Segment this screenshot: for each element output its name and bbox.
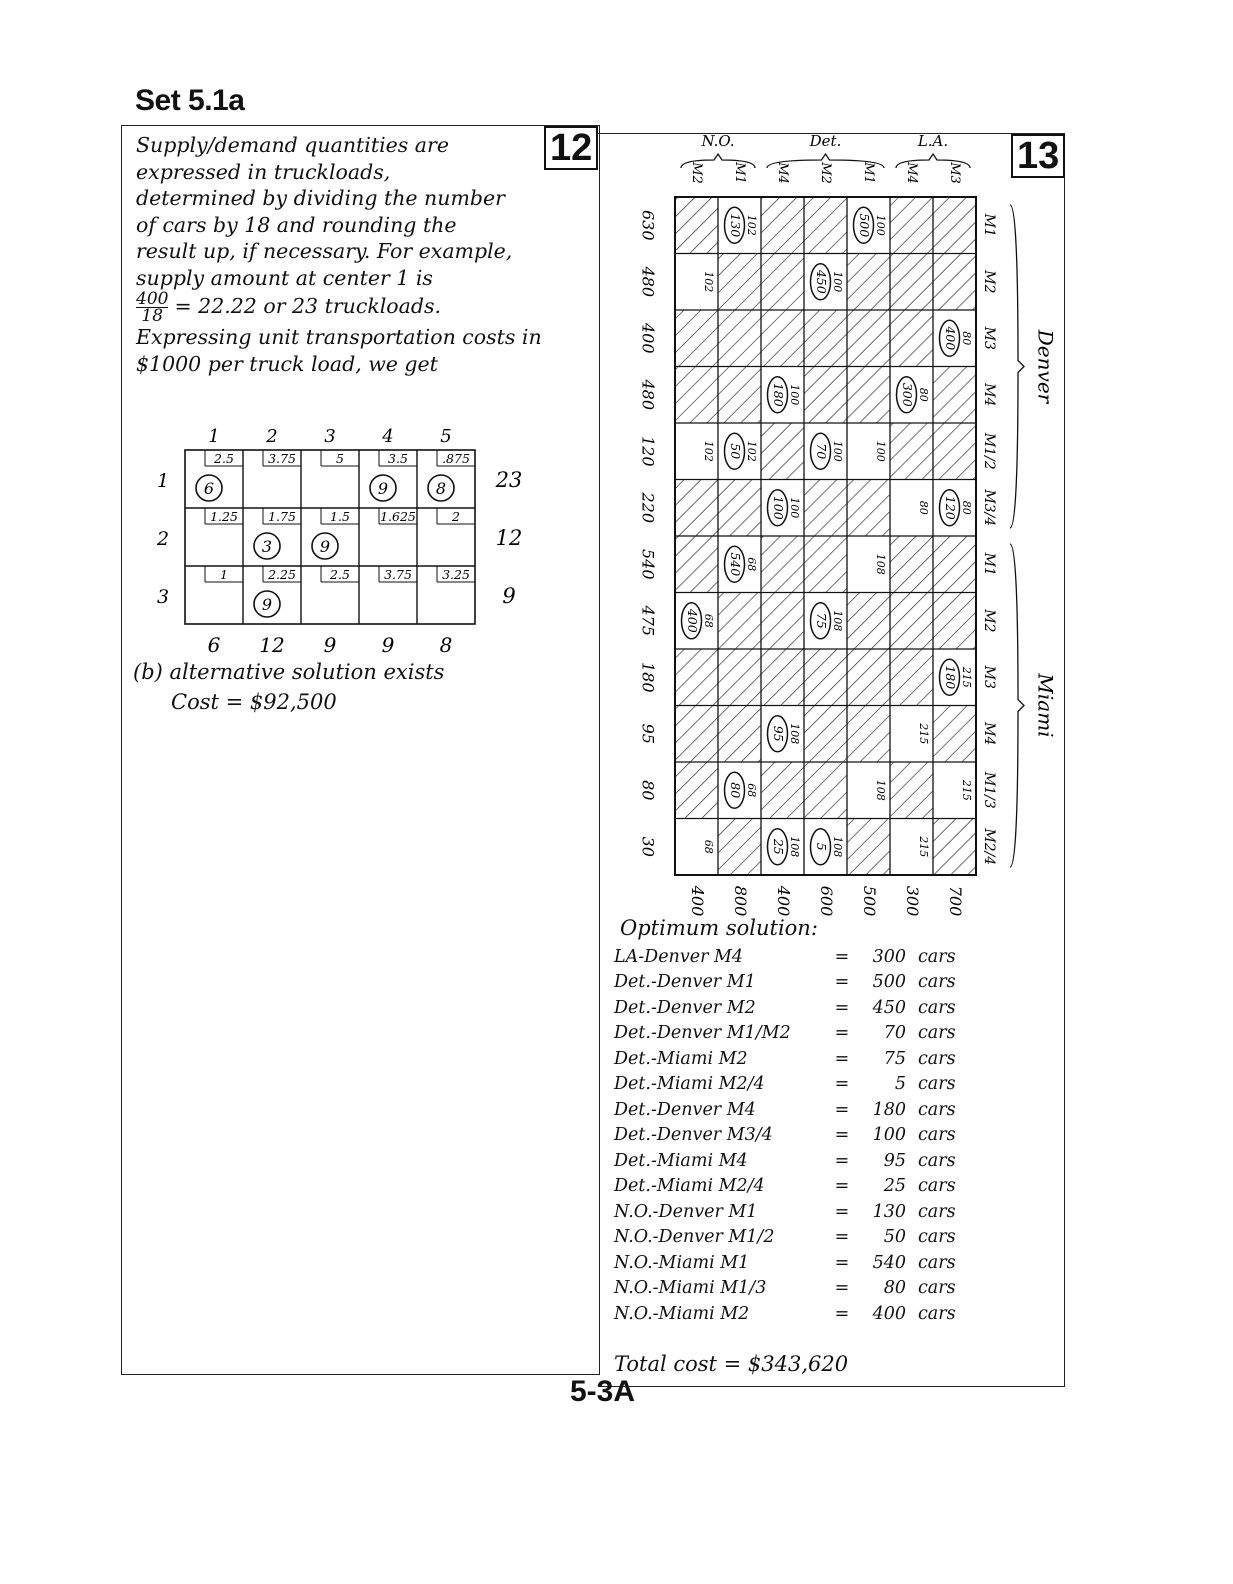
demand-value: 180 <box>638 661 658 693</box>
hatched-cell <box>847 254 890 311</box>
source-label: M3 <box>947 162 962 184</box>
route-unit: cars <box>918 1227 956 1248</box>
intro-line: determined by dividing the number <box>136 186 505 210</box>
route-quantity: 180 <box>872 1099 906 1120</box>
unit-cost: 80 <box>960 500 973 515</box>
unit-cost: 102 <box>745 214 758 236</box>
hatched-cell <box>718 310 761 367</box>
hatched-cell <box>718 706 761 763</box>
supply-value: 400 <box>774 885 793 917</box>
hatched-cell <box>718 254 761 311</box>
supply-value: 23 <box>495 468 523 492</box>
route-unit: cars <box>918 1278 956 1299</box>
route-unit: cars <box>918 1252 956 1273</box>
source-label: M4 <box>775 162 790 184</box>
hatched-cell <box>804 762 847 819</box>
page-code: 5-3A <box>570 1375 636 1408</box>
source-group-label: L.A. <box>917 132 949 150</box>
source-label: M2 <box>818 162 833 184</box>
demand-value: 30 <box>638 836 658 857</box>
unit-cost: 3.75 <box>268 451 296 466</box>
route-row <box>614 1148 1054 1174</box>
hatched-cell <box>847 480 890 537</box>
allocation-value: 70 <box>814 443 829 460</box>
group-brace <box>1010 205 1024 528</box>
route-row <box>614 970 1054 996</box>
route-unit: cars <box>918 1176 956 1197</box>
hatched-cell <box>890 593 933 650</box>
hatched-cell <box>718 649 761 706</box>
intro-line: $1000 per truck load, we get <box>136 351 438 376</box>
hatched-cell <box>933 367 976 424</box>
route-name: Det.-Denver M2 <box>614 997 756 1018</box>
hatched-cell <box>890 649 933 706</box>
unit-cost: 5 <box>336 451 344 466</box>
hatched-cell <box>718 819 761 876</box>
hatched-cell <box>933 254 976 311</box>
hatched-cell <box>675 649 718 706</box>
route-quantity: 300 <box>872 946 906 967</box>
supply-value: 700 <box>946 885 965 917</box>
route-quantity: 400 <box>872 1303 906 1324</box>
intro-line: of cars by 18 and rounding the <box>136 212 457 237</box>
hatched-cell <box>761 423 804 480</box>
equals-sign: = <box>834 972 850 993</box>
fraction-denominator: 18 <box>141 306 164 326</box>
unit-cost: 108 <box>874 553 887 575</box>
route-quantity: 80 <box>883 1278 906 1299</box>
unit-cost: 108 <box>874 779 887 801</box>
hatched-cell <box>761 593 804 650</box>
demand-value: 12 <box>259 633 285 655</box>
hatched-cell <box>847 367 890 424</box>
route-quantity: 50 <box>883 1227 906 1248</box>
unit-cost: 100 <box>831 440 844 462</box>
destination-label: M2 <box>981 270 997 294</box>
hatched-cell <box>761 649 804 706</box>
intro-line: result up, if necessary. For example, <box>136 239 513 263</box>
demand-value: 9 <box>323 633 337 655</box>
problem-number-13: 13 <box>1011 134 1065 178</box>
hatched-cell <box>847 593 890 650</box>
allocation-value: 100 <box>771 495 786 520</box>
supply-value: 500 <box>860 885 879 917</box>
destination-label: M2 <box>981 609 997 633</box>
equals-sign: = <box>834 1227 850 1248</box>
allocation-value: 3 <box>261 537 273 556</box>
unit-cost: 2.5 <box>330 567 350 582</box>
unit-cost: 108 <box>788 723 801 745</box>
route-quantity: 500 <box>872 972 906 993</box>
fraction-numerator: 400 <box>136 289 169 309</box>
hatched-cell <box>933 706 976 763</box>
hatched-cell <box>847 819 890 876</box>
source-label: M1 <box>732 162 747 184</box>
destination-label: M1/3 <box>981 771 997 809</box>
hatched-cell <box>933 536 976 593</box>
unit-cost: 1.625 <box>380 509 416 524</box>
destination-label: M1/2 <box>981 432 997 470</box>
alternative-solution-text: (b) alternative solution exists <box>133 660 445 684</box>
hatched-cell <box>890 762 933 819</box>
hatched-cell <box>761 310 804 367</box>
demand-value: 480 <box>638 379 658 411</box>
group-brace <box>1010 544 1024 867</box>
unit-cost: .875 <box>442 451 470 466</box>
unit-cost: 80 <box>960 331 973 346</box>
hatched-cell <box>718 367 761 424</box>
equals-sign: = <box>834 1099 850 1120</box>
allocation-value: 9 <box>319 537 331 556</box>
route-unit: cars <box>918 1303 956 1324</box>
route-unit: cars <box>918 972 956 993</box>
intro-line: Supply/demand quantities are <box>136 133 449 157</box>
unit-cost: 80 <box>917 500 930 515</box>
hatched-cell <box>718 480 761 537</box>
hatched-cell <box>890 254 933 311</box>
fraction <box>136 291 168 324</box>
allocation-value: 400 <box>685 608 700 633</box>
hatched-cell <box>761 254 804 311</box>
unit-cost: 102 <box>702 440 715 462</box>
demand-value: 120 <box>638 435 658 467</box>
hatched-cell <box>933 819 976 876</box>
demand-value: 80 <box>638 780 658 801</box>
hatched-cell <box>675 762 718 819</box>
route-name: N.O.-Miami M1/3 <box>614 1278 767 1299</box>
allocation-value: 540 <box>728 552 743 577</box>
destination-label: M3 <box>981 665 997 689</box>
equals-sign: = <box>834 1303 850 1324</box>
problem-number-12: 12 <box>544 126 598 170</box>
unit-cost: 80 <box>917 387 930 402</box>
optimum-solution-title: Optimum solution: <box>620 916 818 940</box>
unit-cost: 100 <box>788 497 801 519</box>
unit-cost: 108 <box>831 610 844 632</box>
route-name: N.O.-Denver M1 <box>614 1201 758 1222</box>
equals-sign: = <box>834 1252 850 1273</box>
unit-cost: 2.5 <box>214 451 234 466</box>
allocation-value: 120 <box>943 495 958 520</box>
route-row <box>614 1199 1054 1225</box>
hatched-cell <box>847 649 890 706</box>
equals-sign: = <box>834 1074 850 1095</box>
hatched-cell <box>804 649 847 706</box>
supply-value: 600 <box>817 885 836 917</box>
route-quantity: 100 <box>872 1125 906 1146</box>
allocation-value: 50 <box>728 443 743 460</box>
demand-value: 400 <box>638 322 658 354</box>
allocation-value: 400 <box>943 326 958 351</box>
equals-sign: = <box>834 1125 850 1146</box>
demand-value: 9 <box>381 633 395 655</box>
destination-group-label: Denver <box>1033 329 1058 404</box>
route-row <box>614 1301 1054 1327</box>
allocation-value: 300 <box>900 382 915 407</box>
hatched-cell <box>761 536 804 593</box>
unit-cost: 100 <box>874 214 887 236</box>
route-unit: cars <box>918 946 956 967</box>
source-group-label: Det. <box>809 132 842 150</box>
unit-cost: 1.75 <box>268 509 296 524</box>
unit-cost: 100 <box>788 384 801 406</box>
route-quantity: 540 <box>872 1252 906 1273</box>
column-label: 1 <box>208 426 220 447</box>
row-label: 3 <box>156 586 170 608</box>
unit-cost: 215 <box>917 723 930 745</box>
intro-text <box>136 132 591 377</box>
route-name: LA-Denver M4 <box>614 946 744 967</box>
route-row <box>614 995 1054 1021</box>
source-group-label: N.O. <box>701 132 735 150</box>
optimum-route-list <box>614 944 1054 1327</box>
demand-value: 540 <box>638 548 658 580</box>
hatched-cell <box>890 310 933 367</box>
unit-cost: 215 <box>917 836 930 858</box>
equals-sign: = <box>834 946 850 967</box>
source-label: M2 <box>689 162 704 184</box>
hatched-cell <box>675 536 718 593</box>
equals-sign: = <box>834 1278 850 1299</box>
unit-cost: 100 <box>831 271 844 293</box>
unit-cost: 3.25 <box>442 567 470 582</box>
source-label: M4 <box>904 162 919 184</box>
cost-value: Cost = $92,500 <box>171 690 337 714</box>
equals-sign: = <box>834 1023 850 1044</box>
total-cost: Total cost = $343,620 <box>614 1352 849 1376</box>
unit-cost: 102 <box>745 440 758 462</box>
allocation-value: 8 <box>435 479 447 498</box>
route-unit: cars <box>918 1048 956 1069</box>
row-label: 2 <box>156 528 170 550</box>
unit-cost: 68 <box>702 613 715 628</box>
allocation-value: 9 <box>261 595 273 614</box>
unit-cost: 3.75 <box>384 567 412 582</box>
column-label: 3 <box>324 426 336 447</box>
route-quantity: 5 <box>894 1074 906 1095</box>
allocation-value: 75 <box>814 612 829 629</box>
destination-label: M2/4 <box>981 828 997 866</box>
route-quantity: 95 <box>883 1150 906 1171</box>
allocation-value: 180 <box>771 382 786 407</box>
hatched-cell <box>847 310 890 367</box>
source-label: M1 <box>861 162 876 184</box>
unit-cost: 108 <box>831 836 844 858</box>
destination-label: M4 <box>981 722 997 746</box>
route-row <box>614 1225 1054 1251</box>
column-label: 5 <box>440 426 452 447</box>
intro-line: Expressing unit transportation costs in <box>136 325 542 349</box>
route-unit: cars <box>918 1201 956 1222</box>
allocation-value: 130 <box>728 213 743 238</box>
allocation-value: 6 <box>203 479 215 498</box>
rotated-transportation-grid <box>600 122 1060 922</box>
equals-sign: = <box>834 1048 850 1069</box>
equals-sign: = <box>834 997 850 1018</box>
column-label: 4 <box>382 426 394 447</box>
destination-label: M3 <box>981 326 997 350</box>
hatched-cell <box>761 197 804 254</box>
demand-value: 8 <box>439 633 453 655</box>
supply-value: 400 <box>688 885 707 917</box>
hatched-cell <box>675 310 718 367</box>
allocation-value: 9 <box>377 479 389 498</box>
route-unit: cars <box>918 997 956 1018</box>
page-title: Set 5.1a <box>135 84 245 117</box>
route-unit: cars <box>918 1074 956 1095</box>
alternative-solution-note <box>133 657 444 717</box>
allocation-value: 5 <box>814 842 829 851</box>
demand-value: 480 <box>638 266 658 298</box>
demand-value: 475 <box>638 605 658 637</box>
route-name: Det.-Denver M3/4 <box>614 1125 773 1146</box>
hatched-cell <box>933 423 976 480</box>
route-row <box>614 944 1054 970</box>
unit-cost: 108 <box>788 836 801 858</box>
unit-cost: 215 <box>960 666 973 688</box>
row-label: 1 <box>156 470 170 492</box>
unit-cost: 1.25 <box>210 509 238 524</box>
hatched-cell <box>761 762 804 819</box>
unit-cost: 1.5 <box>330 509 350 524</box>
hatched-cell <box>804 480 847 537</box>
column-label: 2 <box>266 426 278 447</box>
route-unit: cars <box>918 1023 956 1044</box>
allocation-value: 95 <box>771 725 786 742</box>
fraction-line <box>136 291 591 324</box>
route-name: Det.-Miami M2/4 <box>614 1176 765 1197</box>
destination-label: M3/4 <box>981 489 997 527</box>
hatched-cell <box>890 423 933 480</box>
route-row <box>614 1072 1054 1098</box>
intro-line: supply amount at center 1 is <box>136 265 433 290</box>
hatched-cell <box>718 593 761 650</box>
hatched-cell <box>804 367 847 424</box>
allocation-value: 180 <box>943 665 958 690</box>
route-row <box>614 1097 1054 1123</box>
route-row <box>614 1123 1054 1149</box>
hatched-cell <box>804 310 847 367</box>
hatched-cell <box>804 706 847 763</box>
hatched-cell <box>804 197 847 254</box>
supply-value: 9 <box>502 584 516 608</box>
route-name: Det.-Miami M2 <box>614 1048 748 1069</box>
unit-cost: 68 <box>745 783 758 798</box>
destination-label: M1 <box>981 213 997 237</box>
route-name: Det.-Denver M1/M2 <box>614 1023 791 1044</box>
demand-value: 95 <box>638 723 658 744</box>
supply-value: 300 <box>903 885 922 917</box>
route-name: N.O.-Miami M2 <box>614 1303 750 1324</box>
destination-label: M4 <box>981 383 997 407</box>
allocation-value: 25 <box>771 838 786 855</box>
allocation-value: 500 <box>857 213 872 238</box>
supply-value: 12 <box>495 526 523 550</box>
fraction-result: = 22.22 or 23 truckloads. <box>174 294 442 318</box>
unit-cost: 68 <box>702 839 715 854</box>
allocation-value: 450 <box>814 269 829 294</box>
route-quantity: 130 <box>872 1201 906 1222</box>
unit-cost: 1 <box>220 567 228 582</box>
hatched-cell <box>675 197 718 254</box>
route-row <box>614 1046 1054 1072</box>
route-quantity: 450 <box>872 997 906 1018</box>
destination-label: M1 <box>981 552 997 576</box>
hatched-cell <box>847 706 890 763</box>
route-row <box>614 1021 1054 1047</box>
equals-sign: = <box>834 1176 850 1197</box>
hatched-cell <box>804 536 847 593</box>
route-quantity: 70 <box>883 1023 906 1044</box>
equals-sign: = <box>834 1201 850 1222</box>
unit-cost: 102 <box>702 271 715 293</box>
hatched-cell <box>890 536 933 593</box>
route-unit: cars <box>918 1125 956 1146</box>
unit-cost: 68 <box>745 557 758 572</box>
unit-cost: 100 <box>874 440 887 462</box>
hatched-cell <box>933 593 976 650</box>
route-name: Det.-Denver M1 <box>614 972 756 993</box>
hatched-cell <box>675 706 718 763</box>
hatched-cell <box>890 197 933 254</box>
route-name: N.O.-Miami M1 <box>614 1252 750 1273</box>
equals-sign: = <box>834 1150 850 1171</box>
destination-group-label: Miami <box>1033 673 1058 738</box>
demand-value: 220 <box>638 492 658 524</box>
unit-cost: 2.25 <box>268 567 296 582</box>
route-unit: cars <box>918 1099 956 1120</box>
demand-value: 6 <box>207 633 221 655</box>
demand-value: 630 <box>638 209 658 241</box>
supply-value: 800 <box>731 885 750 917</box>
unit-cost: 215 <box>960 779 973 801</box>
route-row <box>614 1276 1054 1302</box>
route-quantity: 75 <box>883 1048 906 1069</box>
hatched-cell <box>933 197 976 254</box>
route-quantity: 25 <box>883 1176 906 1197</box>
route-row <box>614 1174 1054 1200</box>
route-name: Det.-Miami M4 <box>614 1150 748 1171</box>
hatched-cell <box>675 367 718 424</box>
hatched-cell <box>675 480 718 537</box>
route-name: N.O.-Denver M1/2 <box>614 1227 775 1248</box>
route-name: Det.-Denver M4 <box>614 1099 756 1120</box>
route-name: Det.-Miami M2/4 <box>614 1074 765 1095</box>
unit-cost: 2 <box>452 509 460 524</box>
route-row <box>614 1250 1054 1276</box>
transportation-tableau <box>130 420 550 655</box>
intro-line: expressed in truckloads, <box>136 159 391 184</box>
route-unit: cars <box>918 1150 956 1171</box>
allocation-value: 80 <box>728 782 743 799</box>
unit-cost: 3.5 <box>388 451 408 466</box>
